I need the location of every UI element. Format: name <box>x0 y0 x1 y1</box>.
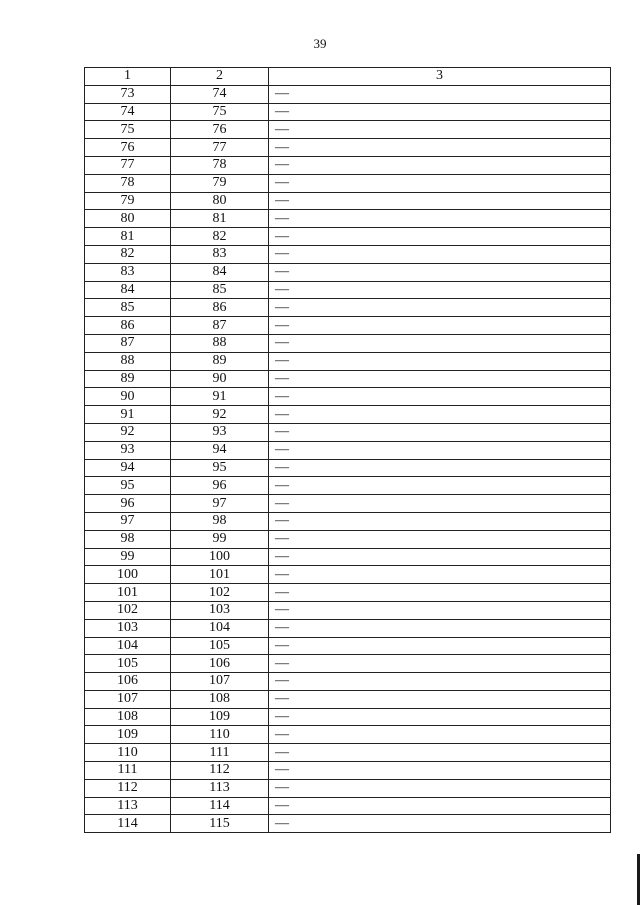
table-cell-col1: 86 <box>85 317 171 335</box>
table-cell-col3: — <box>269 352 611 370</box>
table-cell-col3: — <box>269 690 611 708</box>
table-cell-col3: — <box>269 281 611 299</box>
table-cell-col3: — <box>269 406 611 424</box>
table-row <box>85 601 611 619</box>
table-cell-col3: — <box>269 779 611 797</box>
table-cell-col3: — <box>269 584 611 602</box>
table-cell-col1: 110 <box>85 744 171 762</box>
table-cell-col1: 98 <box>85 530 171 548</box>
table-row <box>85 192 611 210</box>
table-cell-col1: 80 <box>85 210 171 228</box>
table-cell-col3: — <box>269 495 611 513</box>
table-cell-col1: 102 <box>85 601 171 619</box>
table-cell-col2: 106 <box>171 655 269 673</box>
table-cell-col3: — <box>269 637 611 655</box>
table-cell-col2: 91 <box>171 388 269 406</box>
table-row <box>85 690 611 708</box>
table-row <box>85 584 611 602</box>
table-cell-col3: — <box>269 210 611 228</box>
table-cell-col3: — <box>269 103 611 121</box>
table-row <box>85 512 611 530</box>
table-row <box>85 85 611 103</box>
table-cell-col1: 73 <box>85 85 171 103</box>
table-cell-col3: — <box>269 797 611 815</box>
table-row <box>85 406 611 424</box>
table-row <box>85 121 611 139</box>
table-cell-col3: — <box>269 317 611 335</box>
table-row <box>85 797 611 815</box>
table-row <box>85 477 611 495</box>
table-cell-col1: 76 <box>85 139 171 157</box>
table-cell-col2: 108 <box>171 690 269 708</box>
table-cell-col1: 96 <box>85 495 171 513</box>
table-cell-col2: 99 <box>171 530 269 548</box>
table-cell-col3: — <box>269 815 611 833</box>
table-cell-col2: 97 <box>171 495 269 513</box>
table-cell-col2: 107 <box>171 673 269 691</box>
table-cell-col2: 111 <box>171 744 269 762</box>
table-row <box>85 281 611 299</box>
table-cell-col3: — <box>269 370 611 388</box>
table-row <box>85 245 611 263</box>
table-cell-col1: 106 <box>85 673 171 691</box>
table-cell-col1: 100 <box>85 566 171 584</box>
table-cell-col1: 111 <box>85 762 171 780</box>
table-row <box>85 530 611 548</box>
table-row <box>85 228 611 246</box>
table-row <box>85 388 611 406</box>
table-row <box>85 708 611 726</box>
table-cell-col3: — <box>269 619 611 637</box>
table-row <box>85 423 611 441</box>
table-header <box>85 68 611 86</box>
table-cell-col3: — <box>269 726 611 744</box>
table-cell-col3: — <box>269 762 611 780</box>
table-cell-col1: 89 <box>85 370 171 388</box>
table-cell-col2: 101 <box>171 566 269 584</box>
header-row <box>85 68 611 86</box>
table-cell-col2: 112 <box>171 762 269 780</box>
table-row <box>85 779 611 797</box>
table-cell-col3: — <box>269 121 611 139</box>
table-cell-col3: — <box>269 174 611 192</box>
table-cell-col2: 98 <box>171 512 269 530</box>
table-row <box>85 174 611 192</box>
table-row <box>85 441 611 459</box>
table-row <box>85 334 611 352</box>
table-cell-col2: 90 <box>171 370 269 388</box>
table-cell-col1: 90 <box>85 388 171 406</box>
table-row <box>85 210 611 228</box>
table-cell-col2: 89 <box>171 352 269 370</box>
table-cell-col1: 101 <box>85 584 171 602</box>
table-cell-col2: 113 <box>171 779 269 797</box>
table-row <box>85 637 611 655</box>
table-cell-col3: — <box>269 228 611 246</box>
table-cell-col1: 91 <box>85 406 171 424</box>
table-row <box>85 762 611 780</box>
table-cell-col3: — <box>269 299 611 317</box>
table-cell-col2: 83 <box>171 245 269 263</box>
table-cell-col1: 87 <box>85 334 171 352</box>
table-cell-col1: 104 <box>85 637 171 655</box>
column-header-2: 2 <box>171 68 269 86</box>
table-row <box>85 495 611 513</box>
table-cell-col1: 105 <box>85 655 171 673</box>
table-cell-col1: 77 <box>85 156 171 174</box>
table-cell-col3: — <box>269 477 611 495</box>
table-row <box>85 370 611 388</box>
table-cell-col2: 114 <box>171 797 269 815</box>
table-cell-col1: 85 <box>85 299 171 317</box>
table-cell-col2: 115 <box>171 815 269 833</box>
table-cell-col1: 97 <box>85 512 171 530</box>
table-row <box>85 459 611 477</box>
table-cell-col3: — <box>269 423 611 441</box>
table-cell-col2: 75 <box>171 103 269 121</box>
table-row <box>85 352 611 370</box>
table-cell-col2: 102 <box>171 584 269 602</box>
table-row <box>85 815 611 833</box>
table-cell-col1: 84 <box>85 281 171 299</box>
table-cell-col1: 83 <box>85 263 171 281</box>
table-cell-col2: 85 <box>171 281 269 299</box>
table-row <box>85 139 611 157</box>
table-cell-col2: 86 <box>171 299 269 317</box>
table-cell-col1: 88 <box>85 352 171 370</box>
table-cell-col2: 95 <box>171 459 269 477</box>
table-cell-col2: 84 <box>171 263 269 281</box>
table-cell-col3: — <box>269 85 611 103</box>
table-cell-col3: — <box>269 192 611 210</box>
table-row <box>85 726 611 744</box>
table-cell-col3: — <box>269 245 611 263</box>
table-cell-col2: 100 <box>171 548 269 566</box>
table-cell-col3: — <box>269 744 611 762</box>
table-cell-col2: 79 <box>171 174 269 192</box>
table-cell-col1: 103 <box>85 619 171 637</box>
table-cell-col3: — <box>269 459 611 477</box>
table-cell-col2: 76 <box>171 121 269 139</box>
table-cell-col2: 96 <box>171 477 269 495</box>
table-cell-col2: 88 <box>171 334 269 352</box>
table-row <box>85 655 611 673</box>
table-cell-col2: 103 <box>171 601 269 619</box>
table-cell-col2: 105 <box>171 637 269 655</box>
table-row <box>85 566 611 584</box>
table-cell-col1: 113 <box>85 797 171 815</box>
table-cell-col3: — <box>269 566 611 584</box>
table-cell-col3: — <box>269 263 611 281</box>
table-row <box>85 548 611 566</box>
table-cell-col1: 99 <box>85 548 171 566</box>
table-cell-col1: 74 <box>85 103 171 121</box>
table-cell-col1: 108 <box>85 708 171 726</box>
table-cell-col2: 77 <box>171 139 269 157</box>
table-cell-col3: — <box>269 655 611 673</box>
table-row <box>85 744 611 762</box>
table-cell-col3: — <box>269 156 611 174</box>
table-row <box>85 673 611 691</box>
table-row <box>85 103 611 121</box>
table-cell-col2: 74 <box>171 85 269 103</box>
table-cell-col1: 82 <box>85 245 171 263</box>
data-table <box>84 67 611 833</box>
table-body <box>85 85 611 832</box>
table-cell-col2: 82 <box>171 228 269 246</box>
table-cell-col1: 79 <box>85 192 171 210</box>
table-cell-col1: 112 <box>85 779 171 797</box>
table-cell-col3: — <box>269 334 611 352</box>
table-cell-col1: 114 <box>85 815 171 833</box>
table-cell-col3: — <box>269 708 611 726</box>
table-cell-col2: 78 <box>171 156 269 174</box>
table-cell-col2: 109 <box>171 708 269 726</box>
table-cell-col3: — <box>269 139 611 157</box>
table-cell-col3: — <box>269 601 611 619</box>
table-cell-col1: 75 <box>85 121 171 139</box>
table-row <box>85 156 611 174</box>
table-cell-col3: — <box>269 512 611 530</box>
table-row <box>85 299 611 317</box>
table-cell-col1: 81 <box>85 228 171 246</box>
table-cell-col1: 94 <box>85 459 171 477</box>
table-row <box>85 263 611 281</box>
table-cell-col2: 80 <box>171 192 269 210</box>
table-cell-col2: 92 <box>171 406 269 424</box>
table-cell-col3: — <box>269 548 611 566</box>
table-row <box>85 619 611 637</box>
table-cell-col1: 93 <box>85 441 171 459</box>
table-cell-col1: 92 <box>85 423 171 441</box>
table-cell-col2: 93 <box>171 423 269 441</box>
table-cell-col2: 87 <box>171 317 269 335</box>
table-cell-col1: 107 <box>85 690 171 708</box>
column-header-3: 3 <box>269 68 611 86</box>
table-cell-col3: — <box>269 388 611 406</box>
table-cell-col2: 110 <box>171 726 269 744</box>
table-cell-col3: — <box>269 530 611 548</box>
page-number: 39 <box>313 36 327 51</box>
table-cell-col1: 95 <box>85 477 171 495</box>
table-cell-col1: 109 <box>85 726 171 744</box>
table-cell-col3: — <box>269 673 611 691</box>
table-cell-col3: — <box>269 441 611 459</box>
table-cell-col2: 81 <box>171 210 269 228</box>
column-header-1: 1 <box>85 68 171 86</box>
table-cell-col2: 104 <box>171 619 269 637</box>
table-cell-col1: 78 <box>85 174 171 192</box>
table-cell-col2: 94 <box>171 441 269 459</box>
table-row <box>85 317 611 335</box>
